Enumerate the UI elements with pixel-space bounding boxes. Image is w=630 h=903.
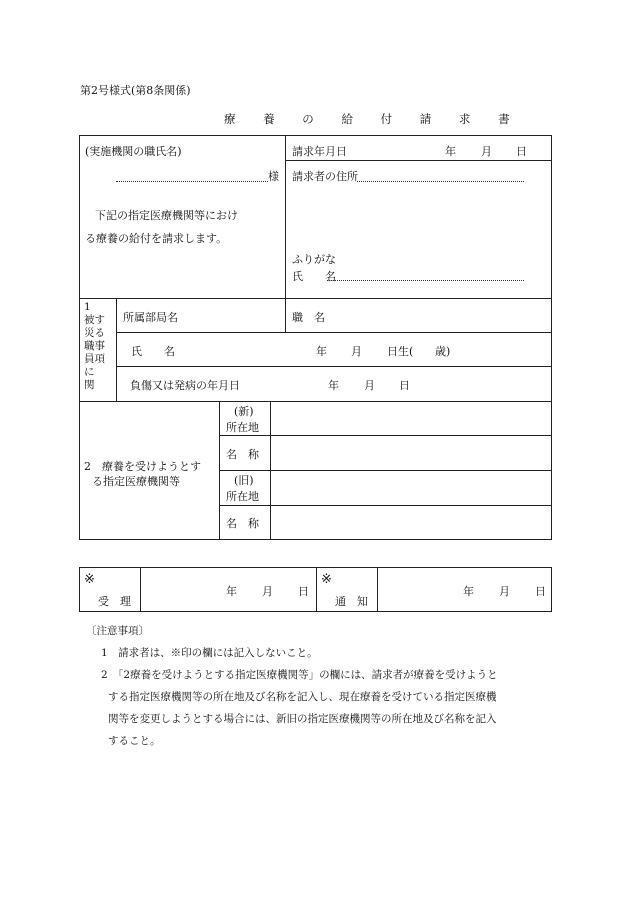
addressee-line[interactable] [116, 181, 268, 182]
old-mark: (旧) [234, 474, 254, 487]
injury-year: 年 [328, 379, 339, 392]
employee-name-label: 氏 名 [131, 345, 175, 358]
birth-day: 日生( [387, 345, 414, 358]
section2-label-line1: 2 療養を受けようとす [84, 460, 201, 473]
requester-name-line[interactable] [327, 280, 524, 281]
new-location-label: 所在地 [226, 421, 259, 434]
receipt-mark: ※ [84, 572, 95, 587]
injury-month: 月 [364, 379, 375, 392]
section1-label-7: 関 [84, 379, 95, 391]
request-date-month: 月 [481, 145, 492, 158]
old-name-label: 名 称 [226, 517, 259, 530]
note-item-2-line4: すること。 [108, 735, 161, 747]
section1-label-2: 被す [84, 314, 105, 326]
note-item-1: 1 請求者は、※印の欄には記入しないこと。 [101, 647, 318, 659]
old-location-label: 所在地 [226, 490, 259, 503]
page-title: 療 養 の 給 付 請 求 書 [224, 112, 522, 126]
request-text-line2: る療養の給付を請求します。 [85, 232, 228, 245]
birth-month: 月 [351, 345, 362, 358]
birth-year: 年 [316, 345, 327, 358]
section1-vertical-label [84, 301, 105, 392]
new-mark: (新) [234, 405, 254, 418]
injury-date-label: 負傷又は発病の年月日 [130, 379, 240, 392]
receipt-day: 日 [298, 585, 309, 598]
section1-label-6: に [84, 366, 95, 378]
request-date-label: 請求年月日 [292, 145, 347, 158]
section2-label-line2: る指定医療機関等 [92, 475, 180, 488]
request-date-year: 年 [445, 145, 456, 158]
request-text-line1: 下記の指定医療機関等におけ [95, 209, 238, 222]
request-date-day: 日 [516, 145, 527, 158]
department-label: 所属部局名 [123, 311, 178, 324]
receipt-label: 受 理 [98, 595, 131, 608]
section1-label-3: 災る [84, 327, 105, 339]
injury-day: 日 [399, 379, 410, 392]
section1-label-4: 職事 [84, 340, 105, 352]
note-item-2-line1: 2 「2療養を受けようとする指定医療機関等」の欄には、請求者が療養を受けようと [101, 669, 498, 681]
notice-year: 年 [463, 585, 474, 598]
requester-address-label: 請求者の住所 [292, 170, 358, 183]
section1-label-1: 1 [84, 301, 91, 313]
post-label: 職 名 [292, 311, 325, 324]
furigana-label: ふりがな [292, 253, 336, 266]
age-label: 歳) [435, 345, 451, 358]
notice-label: 通 知 [335, 595, 368, 608]
notice-day: 日 [535, 585, 546, 598]
note-item-2-line3: 関等を変更しようとする場合には、新旧の指定医療機関等の所在地及び名称を記入 [108, 713, 497, 725]
receipt-year: 年 [226, 585, 237, 598]
notice-mark: ※ [321, 572, 332, 587]
requester-address-line[interactable] [357, 181, 524, 182]
addressee-label: (実施機関の職氏名) [85, 145, 182, 158]
sama-label: 様 [268, 170, 279, 183]
new-name-label: 名 称 [226, 448, 259, 461]
notice-month: 月 [499, 585, 510, 598]
note-item-2-line2: する指定医療機関等の所在地及び名称を記入し、現在療養を受けている指定医療機 [108, 691, 497, 703]
form-number: 第2号様式(第8条関係) [80, 84, 191, 97]
receipt-month: 月 [262, 585, 273, 598]
section1-label-5: 員項 [84, 353, 105, 365]
notes-heading: 〔注意事項〕 [86, 625, 149, 637]
requester-name-label: 氏 名 [292, 270, 336, 283]
